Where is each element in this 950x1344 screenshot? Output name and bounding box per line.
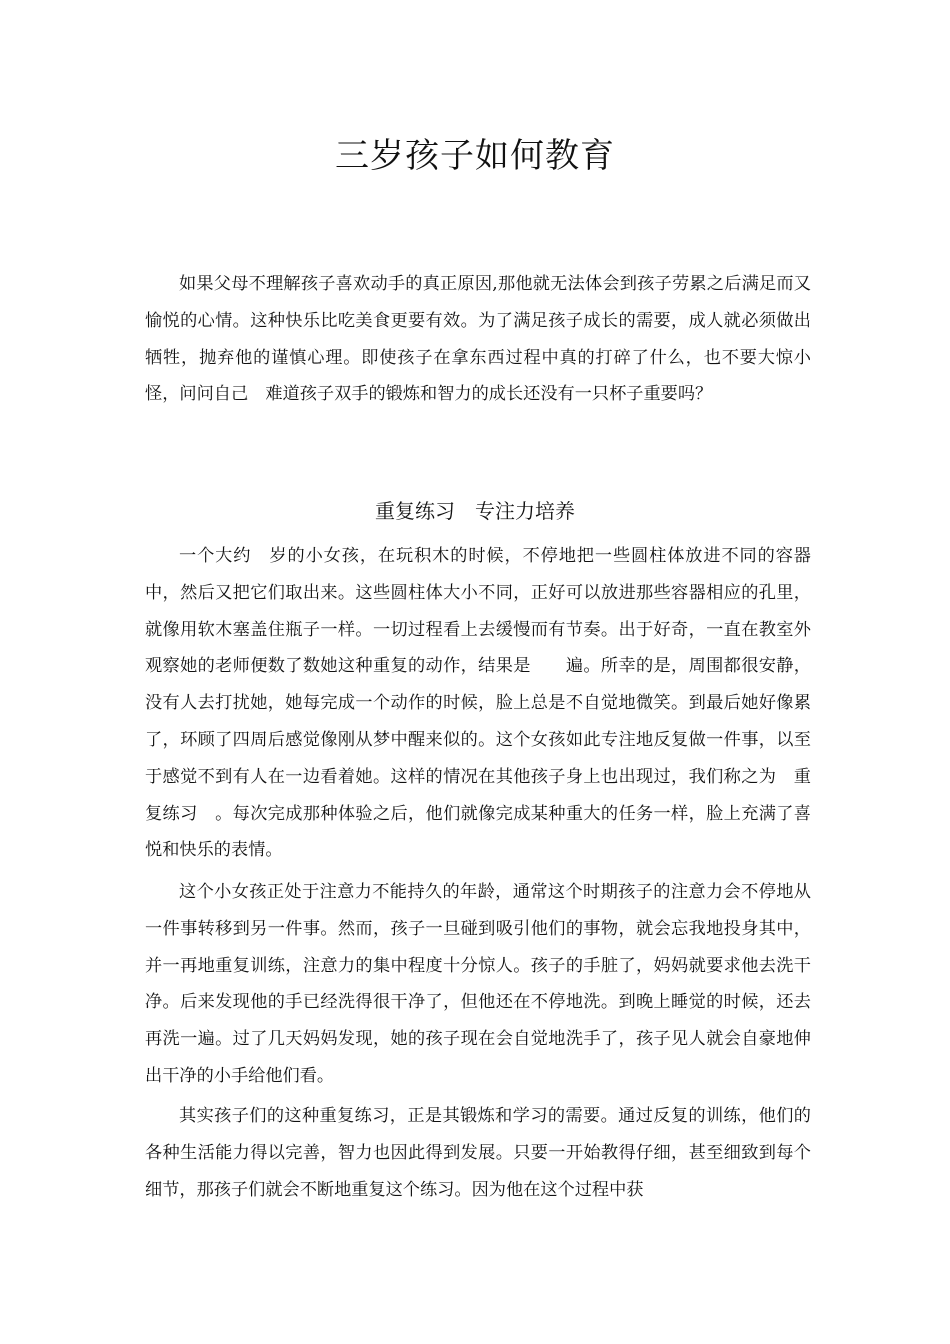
document-title: 三岁孩子如何教育 [335, 136, 615, 176]
intro-paragraph: 如果父母不理解孩子喜欢动手的真正原因,那他就无法体会到孩子劳累之后满足而又愉悦的心情。这种快乐比吃美食更要有效。为了满足孩子成长的需要，成人就必须做出牺牲，抛弃他的谨慎心理。即使孩子在拿东西过程中真的打碎了什么，也不要大惊小怪，问问自己 难道孩子双手的锻炼和智力的成长还没有一只杯子重要吗？ [145, 274, 811, 405]
body-paragraph: 一个大约 岁的小女孩，在玩积木的时候，不停地把一些圆柱体放进不同的容器中，然后又把它们取出来。这些圆柱体大小不同，正好可以放进那些容器相应的孔里，就像用软木塞盖住瓶子一样。一切过程看上去缓慢而有节奏。出于好奇，一直在教室外观察她的老师便数了数她这种重复的动作，结果是 遍。所幸的是，周围都很安静，没有人去打扰她，她每完成一个动作的时候，脸上总是不自觉地微笑。到最后她好像累了，环顾了四周后感觉像刚从梦中醒来似的。这个女孩如此专注地反复做一件事，以至于感觉不到有人在一边看着她。这样的情况在其他孩子身上也出现过，我们称之为 重复练习 。每次完成那种体验之后，他们就像完成某种重大的任务一样，脸上充满了喜悦和快乐的表情。 [145, 546, 811, 861]
section-heading: 重复练习 专注力培养 [375, 499, 575, 523]
body-paragraph: 其实孩子们的这种重复练习，正是其锻炼和学习的需要。通过反复的训练，他们的各种生活能力得以完善，智力也因此得到发展。只要一开始教得仔细，甚至细致到每个细节，那孩子们就会不断地重复这个练习。因为他在这个过程中获 [145, 1106, 811, 1200]
body-paragraph: 这个小女孩正处于注意力不能持久的年龄，通常这个时期孩子的注意力会不停地从一件事转移到另一件事。然而，孩子一旦碰到吸引他们的事物，就会忘我地投身其中，并一再地重复训练，注意力的集中程度十分惊人。孩子的手脏了，妈妈就要求他去洗干净。后来发现他的手已经洗得很干净了，但他还在不停地洗。到晚上睡觉的时候，还去再洗一遍。过了几天妈妈发现，她的孩子现在会自觉地洗手了，孩子见人就会自豪地伸出干净的小手给他们看。 [145, 882, 811, 1086]
